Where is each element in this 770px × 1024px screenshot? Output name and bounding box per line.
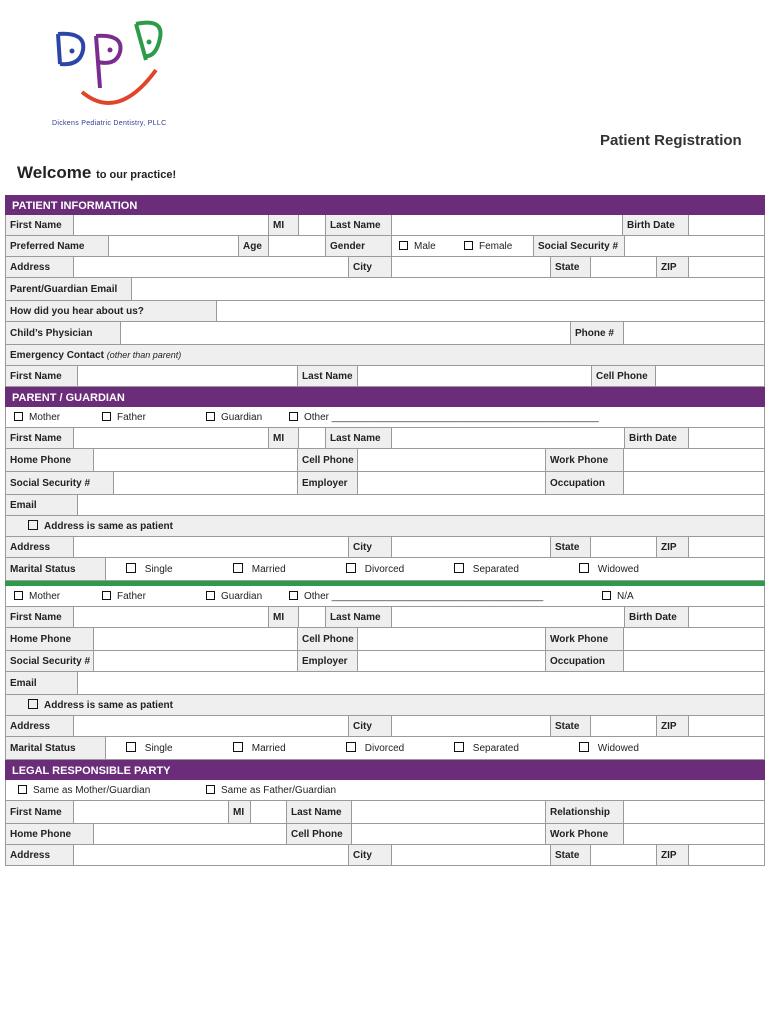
male-label: Male [414,241,436,252]
g1-state-label: State [551,537,591,557]
g2-state-field[interactable] [591,716,657,736]
checkbox-icon[interactable] [102,591,111,600]
legal-home-phone-field[interactable] [94,824,287,844]
g1-birth-date-label: Birth Date [625,428,689,448]
g2-first-name-label: First Name [6,607,74,627]
legal-last-name-label: Last Name [287,801,352,823]
female-option[interactable] [464,236,512,257]
g2-occupation-label: Occupation [546,651,624,671]
g1-mi-field[interactable] [299,428,326,448]
g1-home-phone-field[interactable] [94,449,298,471]
checkbox-icon[interactable] [126,563,136,573]
legal-zip-label: ZIP [657,845,689,865]
checkbox-icon[interactable] [102,412,111,421]
emergency-row [5,345,765,366]
checkbox-icon[interactable] [18,785,27,794]
last-name-label: Last Name [326,215,392,235]
g2-address-row [5,716,765,737]
g1-employer-label: Employer [298,472,358,494]
g2-last-name-field[interactable] [392,607,625,627]
relationship-field[interactable] [624,801,766,823]
g1-name-row [5,428,765,449]
physician-phone-label: Phone # [571,322,624,344]
g2-zip-field[interactable] [689,716,766,736]
city-label: City [349,257,392,277]
g2-guardian-label: Guardian [221,591,263,602]
male-option[interactable] [399,236,436,257]
legal-state-label: State [551,845,591,865]
g2-email-label: Email [6,672,78,694]
g2-cell-phone-field[interactable] [358,628,546,650]
relationship-label: Relationship [546,801,624,823]
g1-widowed-option[interactable] [579,558,639,581]
g2-work-phone-field[interactable] [624,628,766,650]
checkbox-icon[interactable] [602,591,611,600]
g2-father-option[interactable] [102,586,146,607]
g2-last-name-label: Last Name [326,607,392,627]
legal-address-label: Address [6,845,74,865]
welcome-big: Welcome [17,163,92,182]
how-heard-label: How did you hear about us? [6,301,217,321]
g2-ssn-field[interactable] [94,651,298,671]
legal-city-label: City [349,845,392,865]
g2-phone-row [5,628,765,651]
g1-birth-date-field[interactable] [689,428,766,448]
checkbox-icon[interactable] [126,742,136,752]
physician-phone-field[interactable] [624,322,766,344]
preferred-name-label: Preferred Name [6,236,109,256]
g1-address-label: Address [6,537,74,557]
city-field[interactable] [392,257,551,277]
age-label: Age [239,236,269,256]
g1-other-option[interactable] [289,407,599,428]
physician-field[interactable] [121,322,571,344]
g2-email-row [5,672,765,695]
checkbox-icon[interactable] [233,563,243,573]
g1-email-label: Email [6,495,78,515]
g1-cell-phone-field[interactable] [358,449,546,471]
physician-label: Child’s Physician [6,322,121,344]
checkbox-icon[interactable] [346,742,356,752]
legal-home-phone-label: Home Phone [6,824,94,844]
g1-mother-label: Mother [29,412,61,423]
legal-address-field[interactable] [74,845,349,865]
g2-ssn-label: Social Security # [6,651,94,671]
physician-row [5,322,765,345]
birth-date-label: Birth Date [623,215,689,235]
g2-separated-option[interactable] [454,737,519,760]
g1-guardian-label: Guardian [221,412,263,423]
g2-mi-field[interactable] [299,607,326,627]
legal-work-phone-field[interactable] [624,824,766,844]
g1-phone-row [5,449,765,472]
g1-address-row [5,537,765,558]
g2-mother-label: Mother [29,591,61,602]
g2-single-option[interactable] [126,737,173,760]
g1-ssn-label: Social Security # [6,472,114,494]
emergency-contact-heading [6,345,764,365]
g2-ssn-row [5,651,765,672]
legal-mi-label: MI [229,801,251,823]
g2-address-field[interactable] [74,716,349,736]
g2-divorced-label: Divorced [364,743,405,754]
g1-city-field[interactable] [392,537,551,557]
g2-same-address-bar[interactable] [6,695,764,715]
g2-other-label: Other ______________________________________ [304,591,544,602]
g1-cell-phone-label: Cell Phone [298,449,358,471]
g1-work-phone-field[interactable] [624,449,766,471]
ec-last-name-label: Last Name [298,366,358,386]
g1-single-option[interactable] [126,558,173,581]
checkbox-icon[interactable] [579,563,589,573]
legal-last-name-field[interactable] [352,801,546,823]
g1-guardian-option[interactable] [206,407,262,428]
gender-label: Gender [326,236,392,256]
last-name-field[interactable] [392,215,623,235]
g2-separated-label: Separated [472,743,519,754]
g2-home-phone-field[interactable] [94,628,298,650]
g1-divorced-label: Divorced [364,564,405,575]
g2-na-label: N/A [617,591,634,602]
checkbox-icon[interactable] [233,742,243,752]
g1-same-address-row [5,516,765,537]
checkbox-icon[interactable] [28,520,38,530]
zip-field[interactable] [689,257,766,277]
emergency-name-row [5,366,765,387]
state-field[interactable] [591,257,657,277]
g2-marital-label: Marital Status [6,737,106,759]
zip-label: ZIP [657,257,689,277]
g2-address-label: Address [6,716,74,736]
checkbox-icon[interactable] [289,591,298,600]
checkbox-icon[interactable] [346,563,356,573]
g1-marital-row [5,558,765,581]
legal-phone-row [5,824,765,845]
g1-mi-label: MI [269,428,299,448]
legal-zip-field[interactable] [689,845,766,865]
g1-email-field[interactable] [78,495,766,515]
g1-last-name-label: Last Name [326,428,392,448]
g1-home-phone-label: Home Phone [6,449,94,471]
ec-last-name-field[interactable] [358,366,592,386]
g2-na-option[interactable] [602,586,634,607]
checkbox-icon[interactable] [28,699,38,709]
male-checkbox-icon[interactable] [399,241,408,250]
legal-name-row [5,801,765,824]
g1-marital-label: Marital Status [6,558,106,580]
g1-mother-option[interactable] [14,407,60,428]
checkbox-icon[interactable] [14,591,23,600]
checkbox-icon[interactable] [289,412,298,421]
address-field[interactable] [74,257,349,277]
mi-field[interactable] [299,215,326,235]
g1-father-label: Father [117,412,146,423]
guardian1-type-row [5,407,765,428]
g2-same-address-row [5,695,765,716]
patient-preferred-row [5,236,765,257]
patient-address-row [5,257,765,278]
g1-same-address-label: Address is same as patient [44,521,173,532]
g2-marital-row [5,737,765,760]
g1-single-label: Single [144,564,173,575]
ec-first-name-field[interactable] [78,366,298,386]
g1-email-row [5,495,765,516]
legal-first-name-label: First Name [6,801,74,823]
g1-occupation-field[interactable] [624,472,766,494]
legal-city-field[interactable] [392,845,551,865]
g2-father-label: Father [117,591,146,602]
preferred-name-field[interactable] [109,236,239,256]
g1-address-field[interactable] [74,537,349,557]
g1-occupation-label: Occupation [546,472,624,494]
g2-birth-date-field[interactable] [689,607,766,627]
welcome-heading [17,163,176,183]
section-legal-header: LEGAL RESPONSIBLE PARTY [5,760,765,780]
legal-cell-phone-label: Cell Phone [287,824,352,844]
legal-address-row [5,845,765,866]
checkbox-icon[interactable] [206,412,215,421]
g1-divorced-option[interactable] [346,558,404,581]
same-mother-label: Same as Mother/Guardian [33,785,151,796]
female-label: Female [479,241,513,252]
g2-single-label: Single [144,743,173,754]
g2-employer-label: Employer [298,651,358,671]
checkbox-icon[interactable] [206,591,215,600]
g2-divorced-option[interactable] [346,737,404,760]
g2-home-phone-label: Home Phone [6,628,94,650]
g1-state-field[interactable] [591,537,657,557]
g1-father-option[interactable] [102,407,146,428]
ec-cell-label: Cell Phone [592,366,656,386]
guardian-email-row [5,278,765,301]
g1-last-name-field[interactable] [392,428,625,448]
how-heard-field[interactable] [217,301,766,321]
mi-label: MI [269,215,299,235]
g2-work-phone-label: Work Phone [546,628,624,650]
g1-zip-label: ZIP [657,537,689,557]
same-father-option[interactable] [206,780,336,801]
same-mother-option[interactable] [18,780,150,801]
g2-first-name-field[interactable] [74,607,269,627]
g2-other-option[interactable] [289,586,543,607]
g2-state-label: State [551,716,591,736]
g2-same-address-label: Address is same as patient [44,700,173,711]
guardian-email-field[interactable] [132,278,766,300]
g2-married-option[interactable] [233,737,286,760]
state-label: State [551,257,591,277]
patient-name-row [5,215,765,236]
g1-first-name-label: First Name [6,428,74,448]
first-name-field[interactable] [74,215,269,235]
g2-occupation-field[interactable] [624,651,766,671]
practice-logo [48,14,188,134]
ssn-label: Social Security # [533,236,625,256]
g2-email-field[interactable] [78,672,766,694]
g2-mother-option[interactable] [14,586,60,607]
ssn-field[interactable] [625,236,766,256]
legal-mi-field[interactable] [251,801,287,823]
checkbox-icon[interactable] [14,412,23,421]
same-father-label: Same as Father/Guardian [221,785,337,796]
g1-city-label: City [349,537,392,557]
g1-widowed-label: Widowed [597,564,639,575]
g1-separated-option[interactable] [454,558,519,581]
g2-zip-label: ZIP [657,716,689,736]
legal-work-phone-label: Work Phone [546,824,624,844]
address-label: Address [6,257,74,277]
legal-first-name-field[interactable] [74,801,229,823]
g2-widowed-label: Widowed [597,743,639,754]
guardian-email-label: Parent/Guardian Email [6,278,132,300]
guardian2-type-row [5,586,765,607]
section-patient-header: PATIENT INFORMATION [5,195,765,215]
g1-other-label: Other ________________________________________________ [304,412,599,423]
g2-city-label: City [349,716,392,736]
g1-married-option[interactable] [233,558,286,581]
g2-widowed-option[interactable] [579,737,639,760]
g1-separated-label: Separated [472,564,519,575]
g2-name-row [5,607,765,628]
g1-same-address-bar[interactable] [6,516,764,536]
birth-date-field[interactable] [689,215,766,235]
g2-married-label: Married [251,743,286,754]
g1-first-name-field[interactable] [74,428,269,448]
emergency-label: Emergency Contact [10,350,104,361]
legal-same-row [5,780,765,801]
g1-work-phone-label: Work Phone [546,449,624,471]
g2-birth-date-label: Birth Date [625,607,689,627]
g2-city-field[interactable] [392,716,551,736]
female-checkbox-icon[interactable] [464,241,473,250]
checkbox-icon[interactable] [206,785,215,794]
checkbox-icon[interactable] [454,742,464,752]
g1-married-label: Married [251,564,286,575]
g1-ssn-field[interactable] [114,472,298,494]
g1-zip-field[interactable] [689,537,766,557]
g2-employer-field[interactable] [358,651,546,671]
ec-first-name-label: First Name [6,366,78,386]
g2-cell-phone-label: Cell Phone [298,628,358,650]
logo-tagline: Dickens Pediatric Dentistry, PLLC [52,120,167,127]
section-guardian-header: PARENT / GUARDIAN [5,387,765,407]
legal-cell-phone-field[interactable] [352,824,546,844]
welcome-small: to our practice! [96,169,177,181]
g2-guardian-option[interactable] [206,586,262,607]
how-heard-row [5,301,765,322]
g2-mi-label: MI [269,607,299,627]
registration-form [5,195,765,866]
age-field[interactable] [269,236,326,256]
g1-ssn-row [5,472,765,495]
checkbox-icon[interactable] [454,563,464,573]
page-title: Patient Registration [600,132,742,149]
ec-cell-field[interactable] [656,366,766,386]
g1-employer-field[interactable] [358,472,546,494]
first-name-label: First Name [6,215,74,235]
emergency-note: (other than parent) [106,350,182,360]
legal-state-field[interactable] [591,845,657,865]
checkbox-icon[interactable] [579,742,589,752]
